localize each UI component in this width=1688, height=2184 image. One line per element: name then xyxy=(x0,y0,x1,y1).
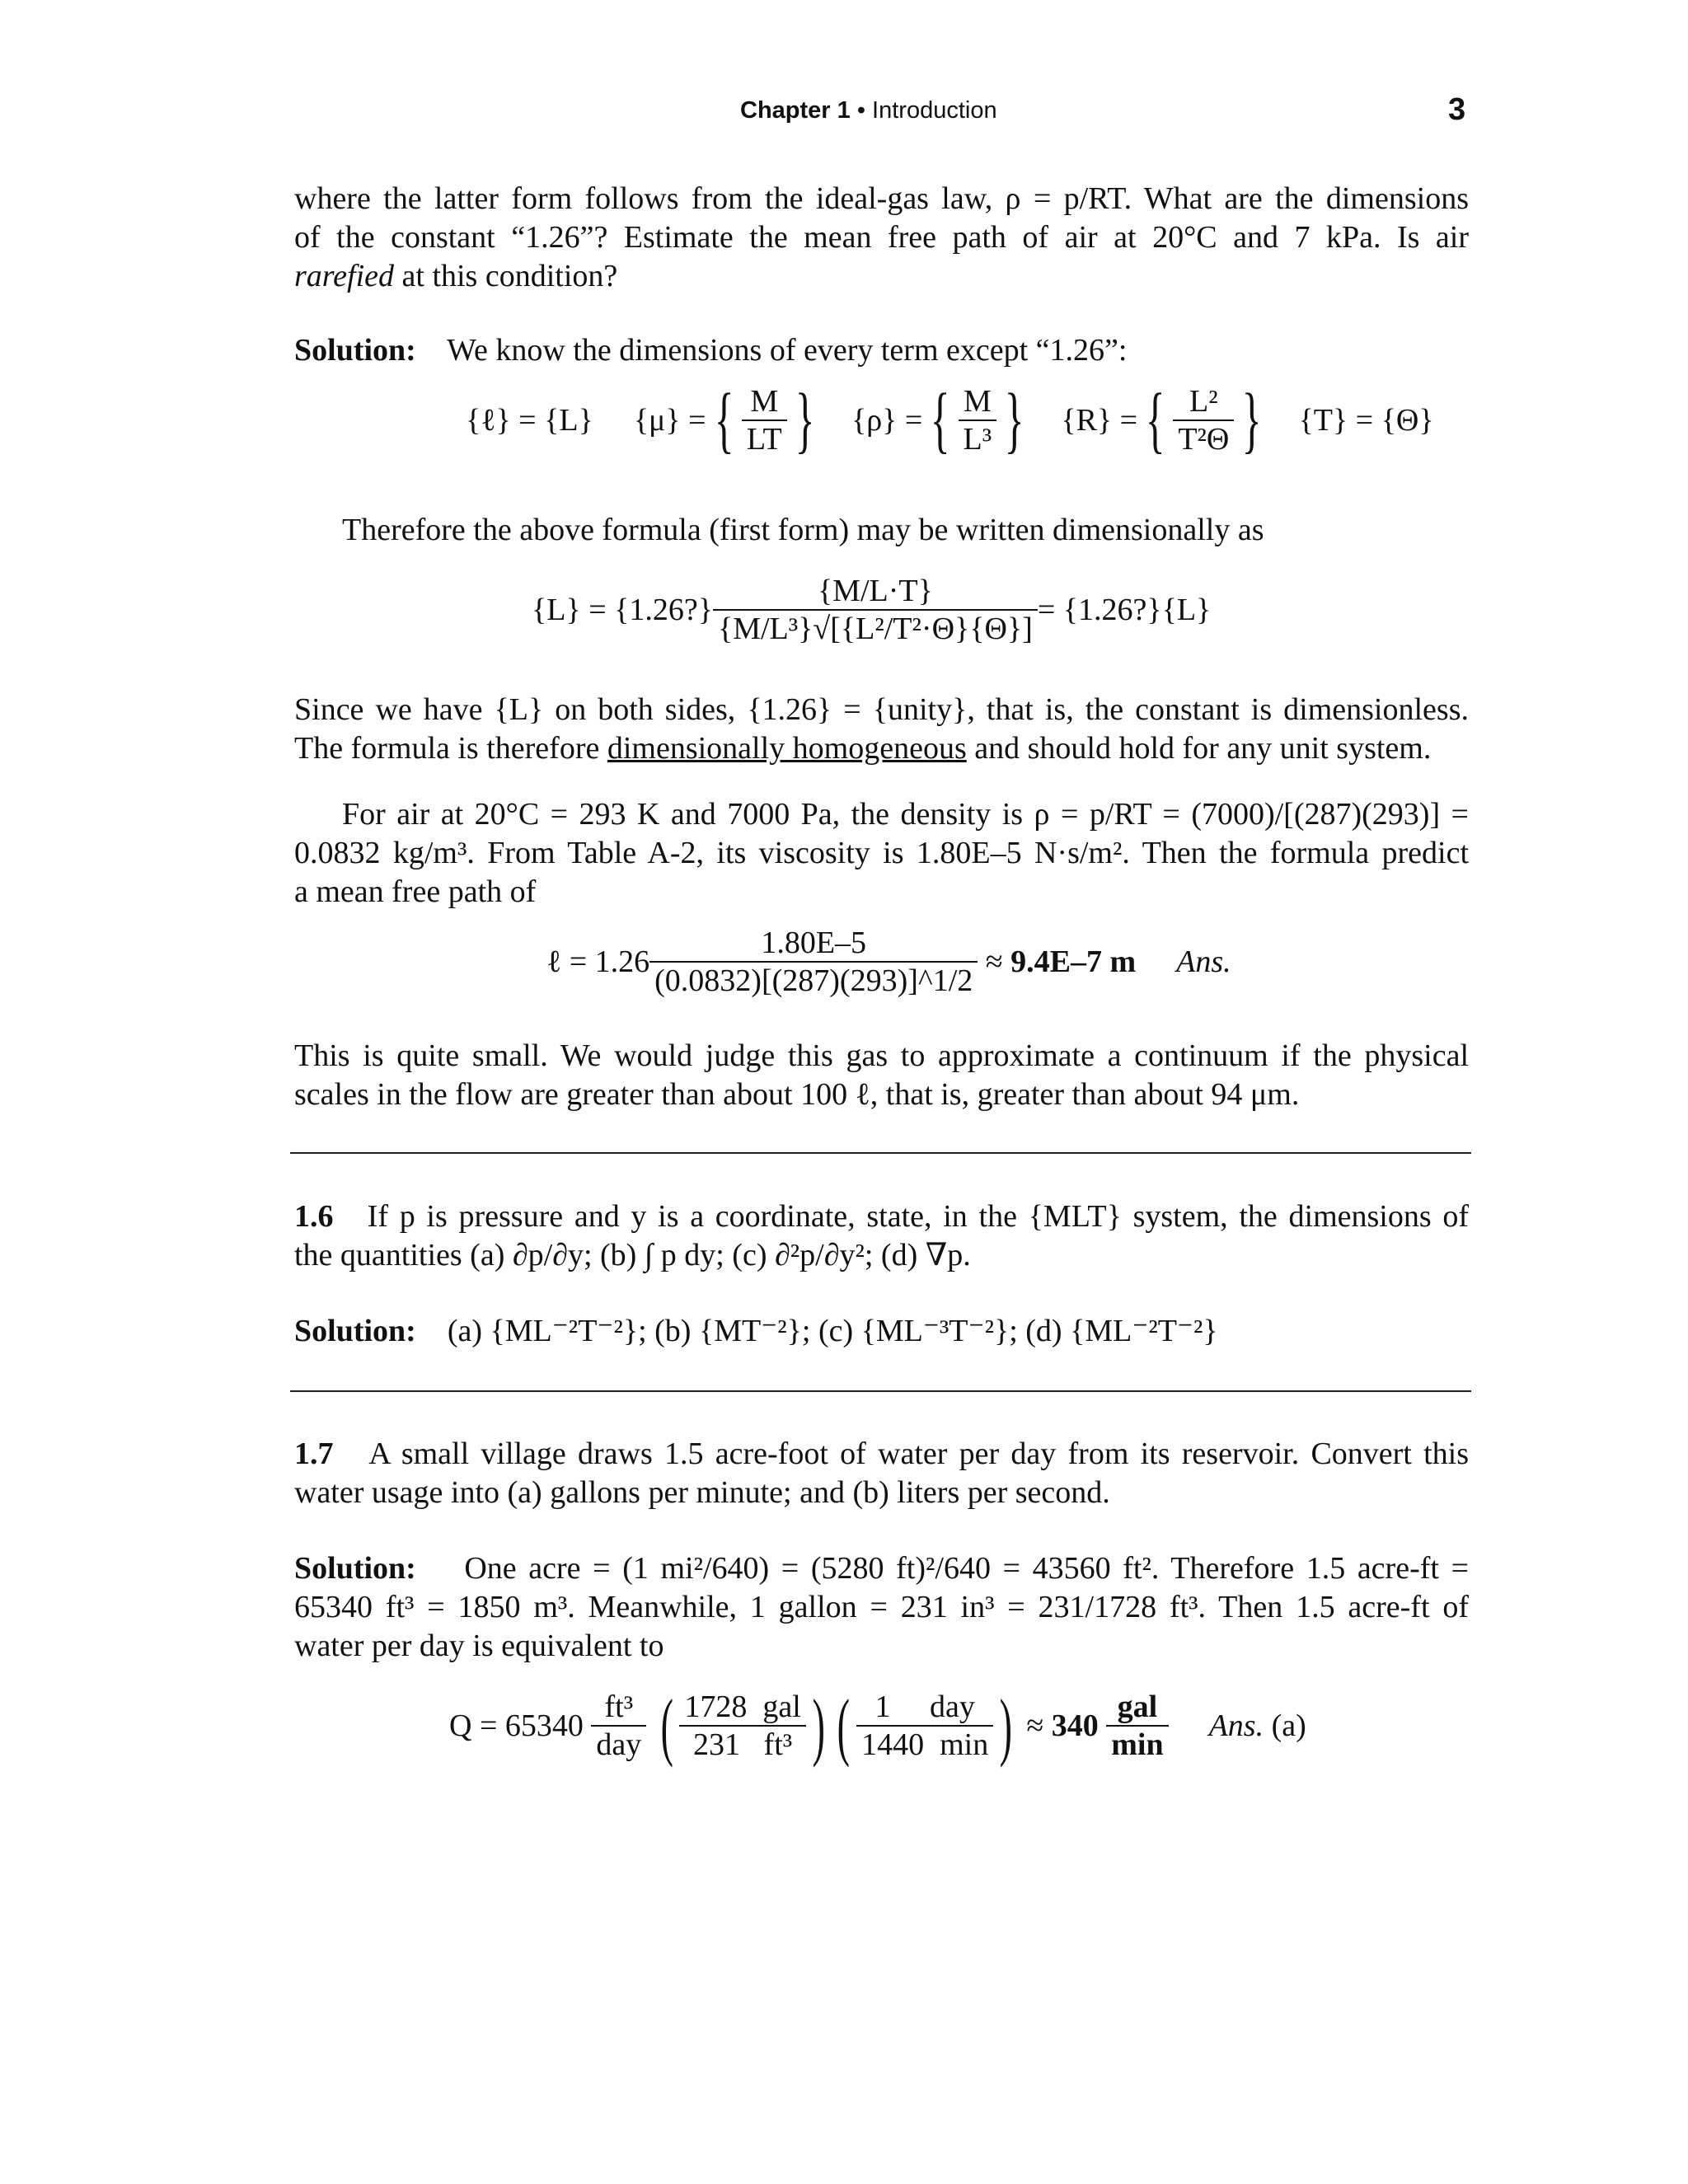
continuum-paragraph xyxy=(294,1037,1469,1114)
text-line: a mean free path of xyxy=(294,874,537,909)
text-line xyxy=(294,1197,1469,1236)
denominator: {M/L³}√[{L²/T²·Θ}{Θ}] xyxy=(713,609,1038,647)
problem-1-6 xyxy=(294,1197,1469,1275)
right-brace: } xyxy=(1242,379,1262,461)
section-label: Introduction xyxy=(872,97,997,124)
text-fragment: We know the dimensions of every term except “1.26”: xyxy=(447,333,1128,368)
eq2-lhs: {L} = {1.26?} xyxy=(532,593,713,627)
text-line xyxy=(294,1312,1469,1351)
R-lhs: {R} = xyxy=(1061,403,1138,438)
text-line: water usage into (a) gallons per minute; and (b) liters per second. xyxy=(294,1475,1110,1510)
text-line: the quantities (a) ∂p/∂y; (b) ∫ p dy; (c) ∂²p/∂y²; (d) ∇p. xyxy=(294,1238,971,1272)
numerator: {M/L·T} xyxy=(817,574,933,608)
solution-label: Solution: xyxy=(294,333,416,368)
text-fragment: A small village draws 1.5 acre-foot of water per day from its reservoir. Convert this xyxy=(368,1436,1470,1471)
text-line: This is quite small. We would judge this gas to approximate a continuum if the physical xyxy=(294,1038,1469,1073)
approx-sign: ≈ xyxy=(1026,1708,1044,1743)
eq3-fraction xyxy=(649,925,978,999)
text-fragment: The formula is therefore xyxy=(294,731,607,766)
text-line: For air at 20°C = 293 K and 7000 Pa, the density is ρ = p/RT = (7000)/[(287)(293)] = xyxy=(342,797,1469,832)
numerator: L² xyxy=(1189,384,1218,419)
denominator: day xyxy=(591,1725,646,1763)
text-fragment: One acre = (1 mi²/640) = (5280 ft)²/640 = 43560 ft². Therefore 1.5 acre-ft = xyxy=(464,1551,1469,1586)
text-line: 65340 ft³ = 1850 m³. Meanwhile, 1 gallon = 231 in³ = 231/1728 ft³. Then 1.5 acre-ft of xyxy=(294,1590,1469,1624)
fraction-day-per-min xyxy=(856,1689,993,1763)
problem-number: 1.7 xyxy=(294,1436,334,1471)
denominator: LT xyxy=(742,419,787,457)
flow-rate-equation xyxy=(449,1684,1306,1768)
right-paren: ) xyxy=(999,1684,1013,1768)
solution-1-6 xyxy=(294,1312,1469,1351)
problem-number: 1.6 xyxy=(294,1199,334,1234)
eq3-lhs: ℓ = 1.26 xyxy=(546,944,650,979)
text-line: of the constant “1.26”? Estimate the mean free path of air at 20°C and 7 kPa. Is air xyxy=(294,220,1469,255)
ell-dimension: {ℓ} = {L} xyxy=(466,403,593,438)
italic-term: rarefied xyxy=(294,259,395,293)
air-density-paragraph xyxy=(294,795,1469,912)
text-line: water per day is equivalent to xyxy=(294,1629,664,1663)
solution-intro xyxy=(294,331,1469,370)
problem-1-7 xyxy=(294,1435,1469,1512)
denominator: 231 ft³ xyxy=(679,1725,805,1763)
result-value: 340 xyxy=(1051,1708,1099,1743)
text-line: scales in the flow are greater than about 100 ℓ, that is, greater than about 94 μm. xyxy=(294,1077,1300,1112)
text-fragment: If p is pressure and y is a coordinate, state, in the {MLT} system, the dimensions of xyxy=(367,1199,1469,1234)
section-divider xyxy=(290,1152,1471,1154)
fraction-gal-per-ft3 xyxy=(679,1689,805,1763)
eq2-rhs: = {1.26?}{L} xyxy=(1037,593,1212,627)
text-line: Since we have {L} on both sides, {1.26} = {unity}, that is, the constant is dimensionless. xyxy=(294,692,1469,727)
homogeneity-paragraph xyxy=(294,691,1469,768)
header-bullet: • xyxy=(856,97,865,124)
text-line: where the latter form follows from the ideal-gas law, ρ = p/RT. What are the dimensions xyxy=(294,181,1469,216)
text-line xyxy=(294,729,1469,768)
left-paren: ( xyxy=(660,1684,673,1768)
section-divider xyxy=(290,1390,1471,1392)
denominator: (0.0832)[(287)(293)]^1/2 xyxy=(649,961,978,999)
solution-label: Solution: xyxy=(294,1551,416,1586)
right-brace: } xyxy=(1004,379,1025,461)
left-paren: ( xyxy=(837,1684,851,1768)
mu-lhs: {μ} = xyxy=(633,403,706,438)
fraction-ft3-per-day xyxy=(591,1689,646,1763)
approx-sign: ≈ xyxy=(985,944,1003,979)
answer-label: Ans. xyxy=(1208,1708,1264,1743)
result-unit xyxy=(1106,1689,1168,1763)
numerator: M xyxy=(963,384,992,419)
denominator: T²Θ xyxy=(1173,419,1234,457)
text-line xyxy=(294,1549,1469,1588)
text-line: 0.0832 kg/m³. From Table A-2, its viscosity is 1.80E–5 N·s/m². Then the formula predict xyxy=(294,836,1469,870)
dimensional-form-intro xyxy=(294,511,1469,550)
chapter-label: Chapter 1 xyxy=(740,97,851,124)
R-fraction xyxy=(1173,383,1234,457)
chapter-title xyxy=(740,97,997,124)
dimensional-equation xyxy=(532,573,1211,647)
rho-fraction xyxy=(959,383,997,457)
underlined-term: dimensionally homogeneous xyxy=(607,731,967,766)
mean-free-path-equation xyxy=(546,925,1231,999)
denominator: 1440 min xyxy=(856,1725,993,1763)
numerator: ft³ xyxy=(604,1690,634,1724)
denominator: L³ xyxy=(959,419,997,457)
result-value: 9.4E–7 m xyxy=(1010,944,1137,979)
text-line xyxy=(294,331,1469,370)
text-fragment: (a) {ML⁻²T⁻²}; (b) {MT⁻²}; (c) {ML⁻³T⁻²}; (d) {ML⁻²T⁻²} xyxy=(447,1314,1218,1348)
eq2-fraction xyxy=(713,573,1038,647)
text-line: Therefore the above formula (first form) may be written dimensionally as xyxy=(342,513,1264,547)
text-line xyxy=(294,1435,1469,1474)
numerator: 1.80E–5 xyxy=(761,926,867,960)
left-brace: { xyxy=(931,379,950,461)
numerator: M xyxy=(750,384,779,419)
solution-1-7 xyxy=(294,1549,1469,1666)
right-paren: ) xyxy=(812,1684,825,1768)
numerator: 1728 gal xyxy=(684,1690,801,1724)
text-fragment: at this condition? xyxy=(394,259,618,293)
denominator: min xyxy=(1106,1725,1168,1763)
intro-paragraph xyxy=(294,180,1469,296)
numerator: 1 day xyxy=(874,1690,975,1724)
right-brace: } xyxy=(795,379,815,461)
page-number: 3 xyxy=(1448,92,1466,127)
eq4-lhs: Q = 65340 xyxy=(449,1708,584,1743)
answer-part: (a) xyxy=(1271,1708,1306,1743)
text-line xyxy=(294,257,1469,296)
dimensions-equation xyxy=(466,379,1434,461)
rho-lhs: {ρ} = xyxy=(851,403,923,438)
numerator: gal xyxy=(1117,1690,1158,1724)
left-brace: { xyxy=(1145,379,1165,461)
left-brace: { xyxy=(714,379,734,461)
mu-fraction xyxy=(742,383,787,457)
text-fragment: and should hold for any unit system. xyxy=(966,731,1432,766)
solution-label: Solution: xyxy=(294,1314,416,1348)
T-dimension: {T} = {Θ} xyxy=(1298,403,1434,438)
answer-label: Ans. xyxy=(1176,944,1231,979)
